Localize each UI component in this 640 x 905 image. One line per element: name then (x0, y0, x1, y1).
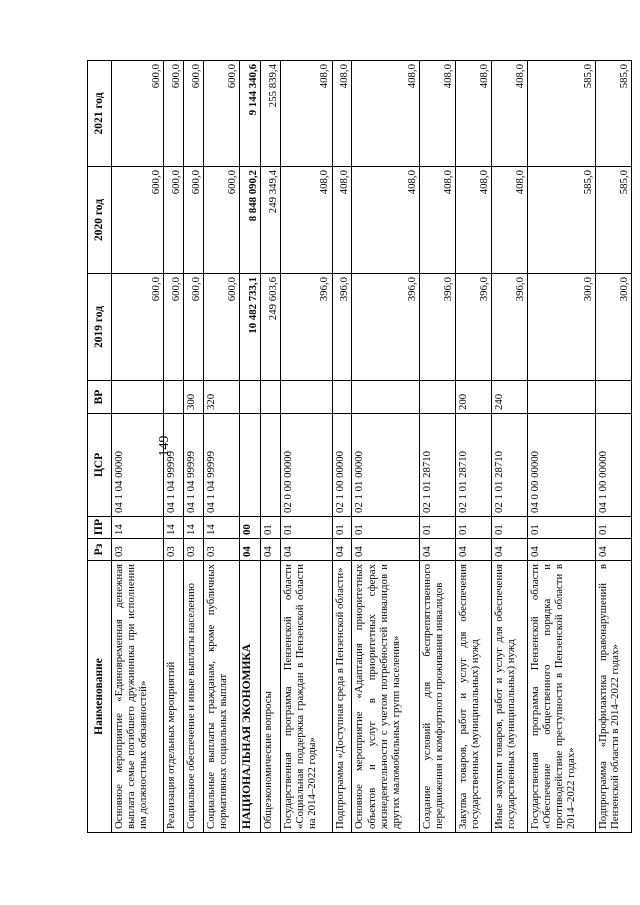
cell-2020: 585,0 (595, 167, 631, 274)
cell-2020: 249 349,4 (260, 167, 280, 274)
cell-2021: 585,0 (595, 61, 631, 167)
table-row (456, 61, 492, 833)
cell-2021: 600,0 (163, 61, 183, 167)
table-row (528, 61, 596, 833)
cell-csr: 04 1 04 00000 (112, 414, 164, 517)
cell-rz: 04 (420, 539, 456, 561)
cell-2020: 408,0 (352, 167, 420, 274)
cell-vr (595, 381, 631, 414)
cell-csr: 02 1 01 28710 (420, 414, 456, 517)
cell-2019: 600,0 (203, 274, 239, 381)
cell-2019: 600,0 (163, 274, 183, 381)
cell-2020: 408,0 (280, 167, 332, 274)
cell-rz: 03 (163, 539, 183, 561)
cell-vr: 300 (183, 381, 203, 414)
table-row (260, 61, 280, 833)
cell-2019: 396,0 (352, 274, 420, 381)
cell-rz: 03 (183, 539, 203, 561)
cell-pr: 01 (332, 517, 352, 539)
cell-vr (280, 381, 332, 414)
cell-csr: 04 0 00 00000 (528, 414, 596, 517)
cell-2019: 396,0 (492, 274, 528, 381)
cell-vr (163, 381, 183, 414)
cell-rz: 04 (260, 539, 280, 561)
cell-2021: 600,0 (112, 61, 164, 167)
cell-vr: 200 (456, 381, 492, 414)
cell-csr: 02 1 00 00000 (332, 414, 352, 517)
header-rz: Рз (88, 539, 112, 561)
table-row (203, 61, 239, 833)
cell-pr: 01 (456, 517, 492, 539)
cell-name: Социальные выплаты гражданам, кроме публичных нормативных социальных выплат (203, 561, 239, 833)
cell-csr (239, 414, 260, 517)
cell-2021: 408,0 (456, 61, 492, 167)
cell-2021: 408,0 (352, 61, 420, 167)
cell-rz: 04 (239, 539, 260, 561)
table-row (332, 61, 352, 833)
table-row (420, 61, 456, 833)
cell-2019: 600,0 (183, 274, 203, 381)
cell-name: Подпрограмма «Профилактика правонарушений в Пензенской области в 2014–2022 годах» (595, 561, 631, 833)
cell-2021: 600,0 (203, 61, 239, 167)
header-2020: 2020 год (88, 167, 112, 274)
header-2019: 2019 год (88, 274, 112, 381)
cell-2021: 255 839,4 (260, 61, 280, 167)
table-row (183, 61, 203, 833)
cell-pr: 14 (203, 517, 239, 539)
cell-vr (332, 381, 352, 414)
cell-2020: 8 848 090,2 (239, 167, 260, 274)
cell-rz: 04 (528, 539, 596, 561)
cell-name: Иные закупки товаров, работ и услуг для обеспечения государственных (муниципальных) нужд (492, 561, 528, 833)
cell-csr: 02 1 01 28710 (456, 414, 492, 517)
rotated-table-container (87, 61, 632, 833)
cell-csr: 04 1 04 99999 (203, 414, 239, 517)
table-row (352, 61, 420, 833)
cell-2020: 585,0 (528, 167, 596, 274)
cell-vr (239, 381, 260, 414)
cell-2021: 585,0 (528, 61, 596, 167)
cell-2019: 396,0 (280, 274, 332, 381)
cell-csr: 02 1 01 00000 (352, 414, 420, 517)
cell-2019: 10 482 733,1 (239, 274, 260, 381)
cell-pr: 14 (112, 517, 164, 539)
cell-vr (260, 381, 280, 414)
cell-name: НАЦИОНАЛЬНАЯ ЭКОНОМИКА (239, 561, 260, 833)
table-row (112, 61, 164, 833)
table-row (239, 61, 260, 833)
budget-table (87, 60, 632, 833)
cell-name: Социальное обеспечение и иные выплаты населению (183, 561, 203, 833)
header-csr: ЦСР (88, 414, 112, 517)
cell-name: Государственная программа Пензенской области «Обеспечение общественного порядка и противодействие преступности в Пензенской области в 2014–2022 годах» (528, 561, 596, 833)
cell-rz: 04 (332, 539, 352, 561)
cell-csr: 04 1 00 00000 (595, 414, 631, 517)
cell-pr: 01 (528, 517, 596, 539)
cell-csr: 02 0 00 00000 (280, 414, 332, 517)
cell-2020: 408,0 (492, 167, 528, 274)
table-header-row (88, 61, 112, 833)
cell-name: Основное мероприятие «Единовременная денежная выплата семье погибшего дружинника при исполнении им должностных обязанностей» (112, 561, 164, 833)
cell-pr: 01 (420, 517, 456, 539)
header-name: Наименование (88, 561, 112, 833)
cell-csr (260, 414, 280, 517)
table-row (280, 61, 332, 833)
cell-rz: 04 (492, 539, 528, 561)
cell-name: Закупка товаров, работ и услуг для обеспечения государственных (муниципальных) нужд (456, 561, 492, 833)
cell-2019: 396,0 (332, 274, 352, 381)
cell-vr (112, 381, 164, 414)
cell-2021: 408,0 (332, 61, 352, 167)
cell-pr: 00 (239, 517, 260, 539)
cell-2021: 408,0 (280, 61, 332, 167)
cell-2019: 249 603,6 (260, 274, 280, 381)
table-row (595, 61, 631, 833)
cell-pr: 01 (260, 517, 280, 539)
table-row (492, 61, 528, 833)
cell-vr: 240 (492, 381, 528, 414)
header-2021: 2021 год (88, 61, 112, 167)
cell-2021: 408,0 (492, 61, 528, 167)
cell-2020: 408,0 (456, 167, 492, 274)
cell-name: Создание условий для беспрепятственного передвижения и комфортного проживания инвалидов (420, 561, 456, 833)
cell-2020: 600,0 (203, 167, 239, 274)
cell-pr: 01 (280, 517, 332, 539)
cell-2019: 396,0 (420, 274, 456, 381)
cell-csr: 04 1 04 99999 (163, 414, 183, 517)
cell-csr: 04 1 04 99999 (183, 414, 203, 517)
cell-vr: 320 (203, 381, 239, 414)
cell-pr: 01 (595, 517, 631, 539)
cell-rz: 04 (595, 539, 631, 561)
cell-name: Общеэкономические вопросы (260, 561, 280, 833)
cell-name: Основное мероприятие «Адаптация приоритетных объектов и услуг в приоритетных сферах жизнедеятельности с учетом потребностей инвалидов и других маломобильных групп населения» (352, 561, 420, 833)
cell-2021: 408,0 (420, 61, 456, 167)
cell-2019: 600,0 (112, 274, 164, 381)
cell-2020: 408,0 (420, 167, 456, 274)
cell-pr: 14 (183, 517, 203, 539)
cell-vr (352, 381, 420, 414)
table-row (163, 61, 183, 833)
cell-name: Государственная программа Пензенской области «Социальная поддержка граждан в Пензенской области на 2014–2022 годы» (280, 561, 332, 833)
cell-rz: 04 (280, 539, 332, 561)
cell-2020: 408,0 (332, 167, 352, 274)
cell-2020: 600,0 (183, 167, 203, 274)
cell-pr: 14 (163, 517, 183, 539)
cell-vr (528, 381, 596, 414)
cell-2021: 600,0 (183, 61, 203, 167)
page-number: 149 (157, 435, 172, 457)
cell-vr (420, 381, 456, 414)
cell-2019: 396,0 (456, 274, 492, 381)
cell-rz: 03 (112, 539, 164, 561)
cell-rz: 04 (352, 539, 420, 561)
header-vr: ВР (88, 381, 112, 414)
cell-name: Подпрограмма «Доступная среда в Пензенской области» (332, 561, 352, 833)
cell-pr: 01 (352, 517, 420, 539)
cell-2020: 600,0 (112, 167, 164, 274)
cell-2019: 300,0 (528, 274, 596, 381)
cell-2020: 600,0 (163, 167, 183, 274)
cell-name: Реализация отдельных мероприятий (163, 561, 183, 833)
cell-csr: 02 1 01 28710 (492, 414, 528, 517)
cell-2021: 9 144 340,6 (239, 61, 260, 167)
header-pr: ПР (88, 517, 112, 539)
cell-2019: 300,0 (595, 274, 631, 381)
cell-rz: 03 (203, 539, 239, 561)
cell-pr: 01 (492, 517, 528, 539)
cell-rz: 04 (456, 539, 492, 561)
